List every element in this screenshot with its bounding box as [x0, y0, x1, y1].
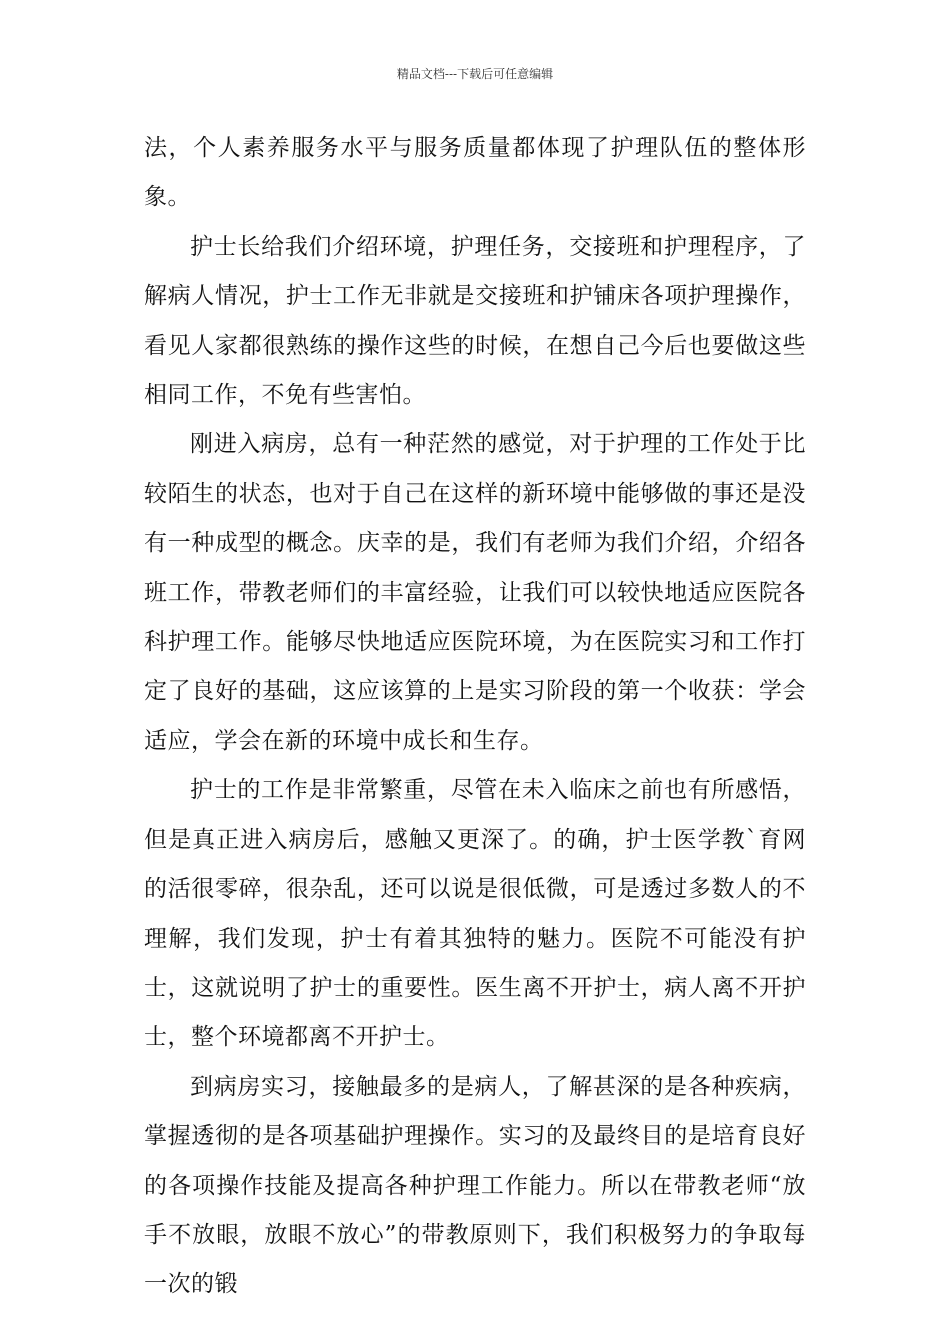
- paragraph-3: 刚进入病房，总有一种茫然的感觉，对于护理的工作处于比较陌生的状态，也对于自己在这样的新环境中能够做的事还是没有一种成型的概念。庆幸的是，我们有老师为我们介绍，介绍各班工作，带教老师们的丰富经验，让我们可以较快地适应医院各科护理工作。能够尽快地适应医院环境，为在医院实习和工作打定了良好的基础，这应该算的上是实习阶段的第一个收获：学会适应，学会在新的环境中成长和生存。: [144, 431, 806, 754]
- paragraph-4: 护士的工作是非常繁重，尽管在未入临床之前也有所感悟，但是真正进入病房后，感触又更深了。的确，护士医学教`育网的活很零碎，很杂乱，还可以说是很低微，可是透过多数人的不理解，我们发现，护士有着其独特的魅力。医院不可能没有护士，这就说明了护士的重要性。医生离不开护士，病人离不开护士，整个环境都离不开护士。: [144, 777, 806, 1051]
- paragraph-5: 到病房实习，接触最多的是病人，了解甚深的是各种疾病，掌握透彻的是各项基础护理操作。实习的及最终目的是培育良好的各项操作技能及提高各种护理工作能力。所以在带教老师“放手不放眼，放眼不放心”的带教原则下，我们积极努力的争取每一次的锻: [144, 1073, 806, 1298]
- paragraph-2: 护士长给我们介绍环境，护理任务，交接班和护理程序，了解病人情况，护士工作无非就是交接班和护铺床各项护理操作，看见人家都很熟练的操作这些的时候，在想自己今后也要做这些相同工作，不免有些害怕。: [144, 233, 806, 409]
- document-body: [144, 124, 806, 1310]
- page-header: 精品文档---下载后可任意编辑: [396, 67, 554, 81]
- paragraph-1: 法，个人素养服务水平与服务质量都体现了护理队伍的整体形象。: [144, 135, 806, 211]
